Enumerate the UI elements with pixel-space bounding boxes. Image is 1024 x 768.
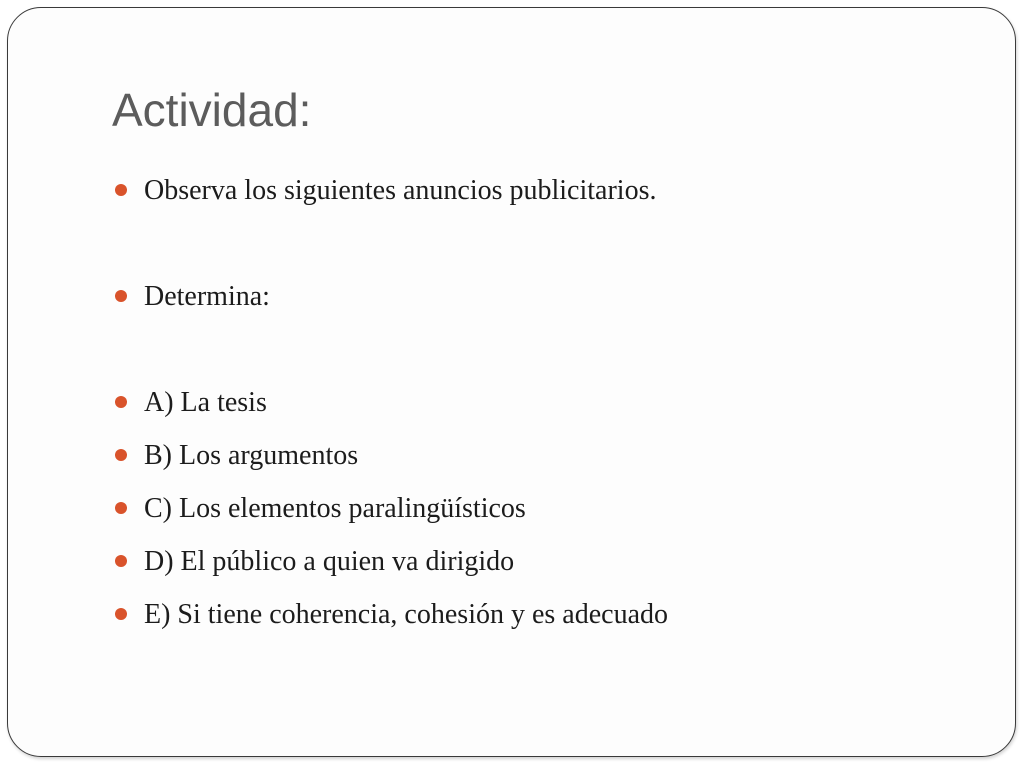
bullet-dot-icon (115, 449, 127, 461)
bullet-item (112, 535, 972, 588)
bullet-dot-icon (115, 290, 127, 302)
bullet-text: D) El público a quien va dirigido (144, 546, 515, 577)
bullet-item (112, 376, 972, 429)
bullet-spacer (112, 217, 972, 270)
bullet-list (112, 164, 972, 641)
bullet-spacer (112, 323, 972, 376)
bullet-item (112, 164, 972, 217)
bullet-text: Determina: (144, 281, 270, 312)
bullet-dot-icon (115, 502, 127, 514)
slide-title: Actividad: (112, 84, 312, 136)
bullet-item (112, 482, 972, 535)
bullet-text: B) Los argumentos (144, 440, 359, 471)
bullet-dot-icon (115, 555, 127, 567)
bullet-text: A) La tesis (144, 387, 267, 418)
bullet-text: E) Si tiene coherencia, cohesión y es adecuado (144, 599, 669, 630)
bullet-item (112, 270, 972, 323)
bullet-text: Observa los siguientes anuncios publicitarios. (144, 175, 657, 206)
bullet-dot-icon (115, 184, 127, 196)
bullet-item (112, 588, 972, 641)
bullet-text: C) Los elementos paralingüísticos (144, 493, 526, 524)
bullet-dot-icon (115, 608, 127, 620)
bullet-dot-icon (115, 396, 127, 408)
bullet-item (112, 429, 972, 482)
